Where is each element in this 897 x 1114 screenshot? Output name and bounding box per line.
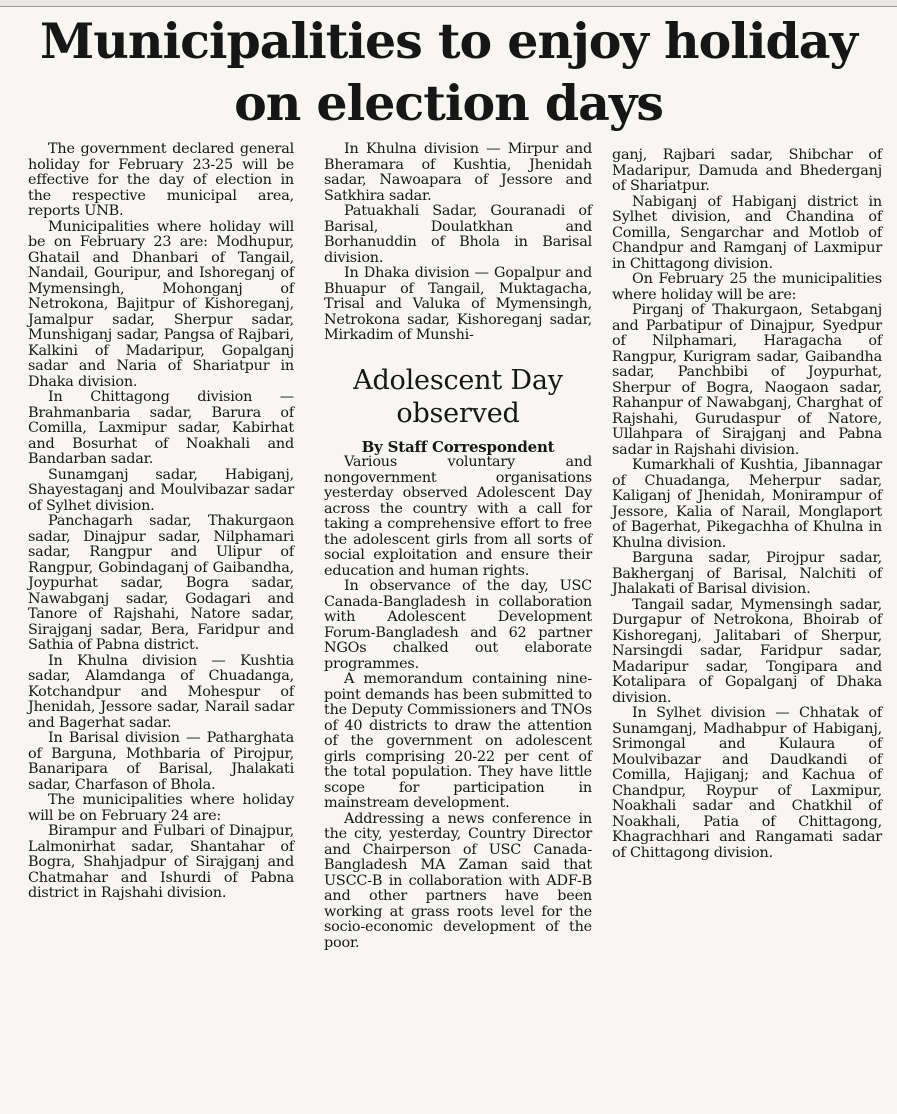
paragraph: A memorandum containing nine-point demands has been submitted to the Deputy Commissioners and TNOs of 40 districts to draw the attention of the government on adolescent girls comprising 20-22 per cent of the total population. They have little scope for participation in mainstream development. [324,671,592,811]
paragraph: Panchagarh sadar, Thakurgaon sadar, Dinajpur sadar, Nilphamari sadar, Rangpur and Ulipur of Rangpur, Gobindaganj of Gaibandha, Joypurhat sadar, Bogra sadar, Nawabganj sadar, Godagari and Tanore of Rajshahi, Natore sadar, Sirajganj sadar, Bera, Faridpur and Sathia of Pabna district. [28,513,294,653]
adolescent-day-story [324,364,592,952]
clipped-previous-article-strip [0,0,897,7]
paragraph: In Dhaka division — Gopalpur and Bhuapur of Tangail, Muktagacha, Trisal and Valuka of Mymensingh, Netrokona sadar, Kishoreganj sadar, Mirkadim of Munshi- [324,265,592,343]
paragraph: Tangail sadar, Mymensingh sadar, Durgapur of Netrokona, Bhoirab of Kishoreganj, Jalitabari of Sherpur, Narsingdi sadar, Faridpur sadar, Madaripur sadar, Tongipara and Kotalipara of Gopalganj of Dhaka division. [612,596,882,706]
headline [0,10,897,134]
paragraph: Municipalities where holiday will be on February 23 are: Modhupur, Ghatail and Dhanbari of Tangail, Nandail, Gouripur, and Ishoreganj of Mymensingh, Mohonganj of Netrokona, Bajitpur of Kishoreganj, Jamalpur sadar, Sherpur sadar, Munshiganj sadar, Pangsa of Rajbari, Kalkini of Madaripur, Gopalganj sadar and Naria of Shariatpur in Dhaka division. [28,218,294,390]
story-headline-line-1: Adolescent Day [353,364,563,396]
paragraph: Addressing a news conference in the city, yesterday, Country Director and Chairperson of USC Canada-Bangladesh MA Zaman said that USCC-B in collaboration with ADF-B and other partners have been working at grass roots level for the socio-economic development of the poor. [324,810,592,951]
paragraph: Patuakhali Sadar, Gouranadi of Barisal, Doulatkhan and Borhanuddin of Bhola in Barisal division. [324,203,592,266]
column-1 [28,142,294,902]
paragraph: The government declared general holiday for February 23-25 will be effective for the day of election in the respective municipal area, reports UNB. [28,141,294,219]
paragraph: Pirganj of Thakurgaon, Setabganj and Parbatipur of Dinajpur, Syedpur of Nilphamari, Haragacha of Rangpur, Kurigram sadar, Gaibandha sadar, Panchbibi of Joypurhat, Sherpur of Bogra, Naogaon sadar, Rahanpur of Nawabganj, Charghat of Rajshahi, Gurudaspur of Natore, Ullahpara of Sirajganj and Pabna sadar in Rajshahi division. [612,302,882,458]
paragraph: In Chittagong division — Brahmanbaria sadar, Barura of Comilla, Laxmipur sadar, Kabirhat and Bosurhat of Noakhali and Bandarban sadar. [28,389,294,467]
paragraph: In Khulna division — Mirpur and Bheramara of Kushtia, Jhenidah sadar, Nawoapara of Jessore and Satkhira sadar. [324,141,592,204]
paragraph: In observance of the day, USC Canada-Bangladesh in collaboration with Adolescent Development Forum-Bangladesh and 62 partner NGOs chalked out elaborate programmes. [324,578,592,672]
paragraph: In Khulna division — Kushtia sadar, Alamdanga of Chuadanga, Kotchandpur and Mohespur of Jhenidah, Jessore sadar, Narail sadar and Bagerhat sadar. [28,652,294,731]
continuation-paragraph: ganj, Rajbari sadar, Shibchar of Madaripur, Damuda and Bhederganj of Shariatpur. [612,147,882,194]
paragraph: The municipalities where holiday will be on February 24 are: [28,792,294,824]
story-headline-line-2: observed [396,397,520,429]
paragraph: Various voluntary and nongovernment organisations yesterday observed Adolescent Day across the country with a call for taking a comprehensive effort to free the adolescent girls from all sorts of social exploitation and ensure their education and human rights. [324,454,592,579]
headline-line-2: on election days [234,74,663,132]
paragraph: On February 25 the municipalities where holiday will be are: [612,271,882,303]
paragraph: Barguna sadar, Pirojpur sadar, Bakherganj of Barisal, Nalchiti of Jhalakati of Barisal division. [612,550,882,597]
paragraph: In Barisal division — Patharghata of Barguna, Mothbaria of Pirojpur, Banaripara of Barisal, Jhalakati sadar, Charfason of Bhola. [28,730,294,793]
paragraph: Birampur and Fulbari of Dinajpur, Lalmonirhat sadar, Shantahar of Bogra, Shahjadpur of Sirajganj and Chatmahar and Ishurdi of Pabna district in Rajshahi division. [28,823,294,901]
paragraph: Sunamganj sadar, Habiganj, Shayestaganj and Moulvibazar sadar of Sylhet division. [28,466,294,514]
paragraph: Nabiganj of Habiganj district in Sylhet division, and Chandina of Comilla, Sengarchar and Motlob of Chandpur and Ramganj of Laxmipur in Chittagong division. [612,193,882,272]
story-headline [324,364,592,430]
column-2 [324,142,592,951]
column-3 [612,148,882,861]
paragraph: In Sylhet division — Chhatak of Sunamganj, Madhabpur of Habiganj, Srimongal and Kulaura of Moulvibazar and Daudkandi of Comilla, Hajiganj; and Kachua of Chandpur, Roypur of Laxmipur, Noakhali sadar and Chatkhil of Noakhali, Patia of Chittagong, Khagrachhari and Rangamati sadar of Chittagong division. [612,705,882,861]
headline-line-1: Municipalities to enjoy holiday [39,12,857,70]
paragraph: Kumarkhali of Kushtia, Jibannagar of Chuadanga, Meherpur sadar, Kaliganj of Jhenidah, Monirampur of Jessore, Kalia of Narail, Monglaport of Bagerhat, Pikegachha of Khulna in Khulna division. [612,457,882,551]
byline: By Staff Correspondent [361,437,555,456]
